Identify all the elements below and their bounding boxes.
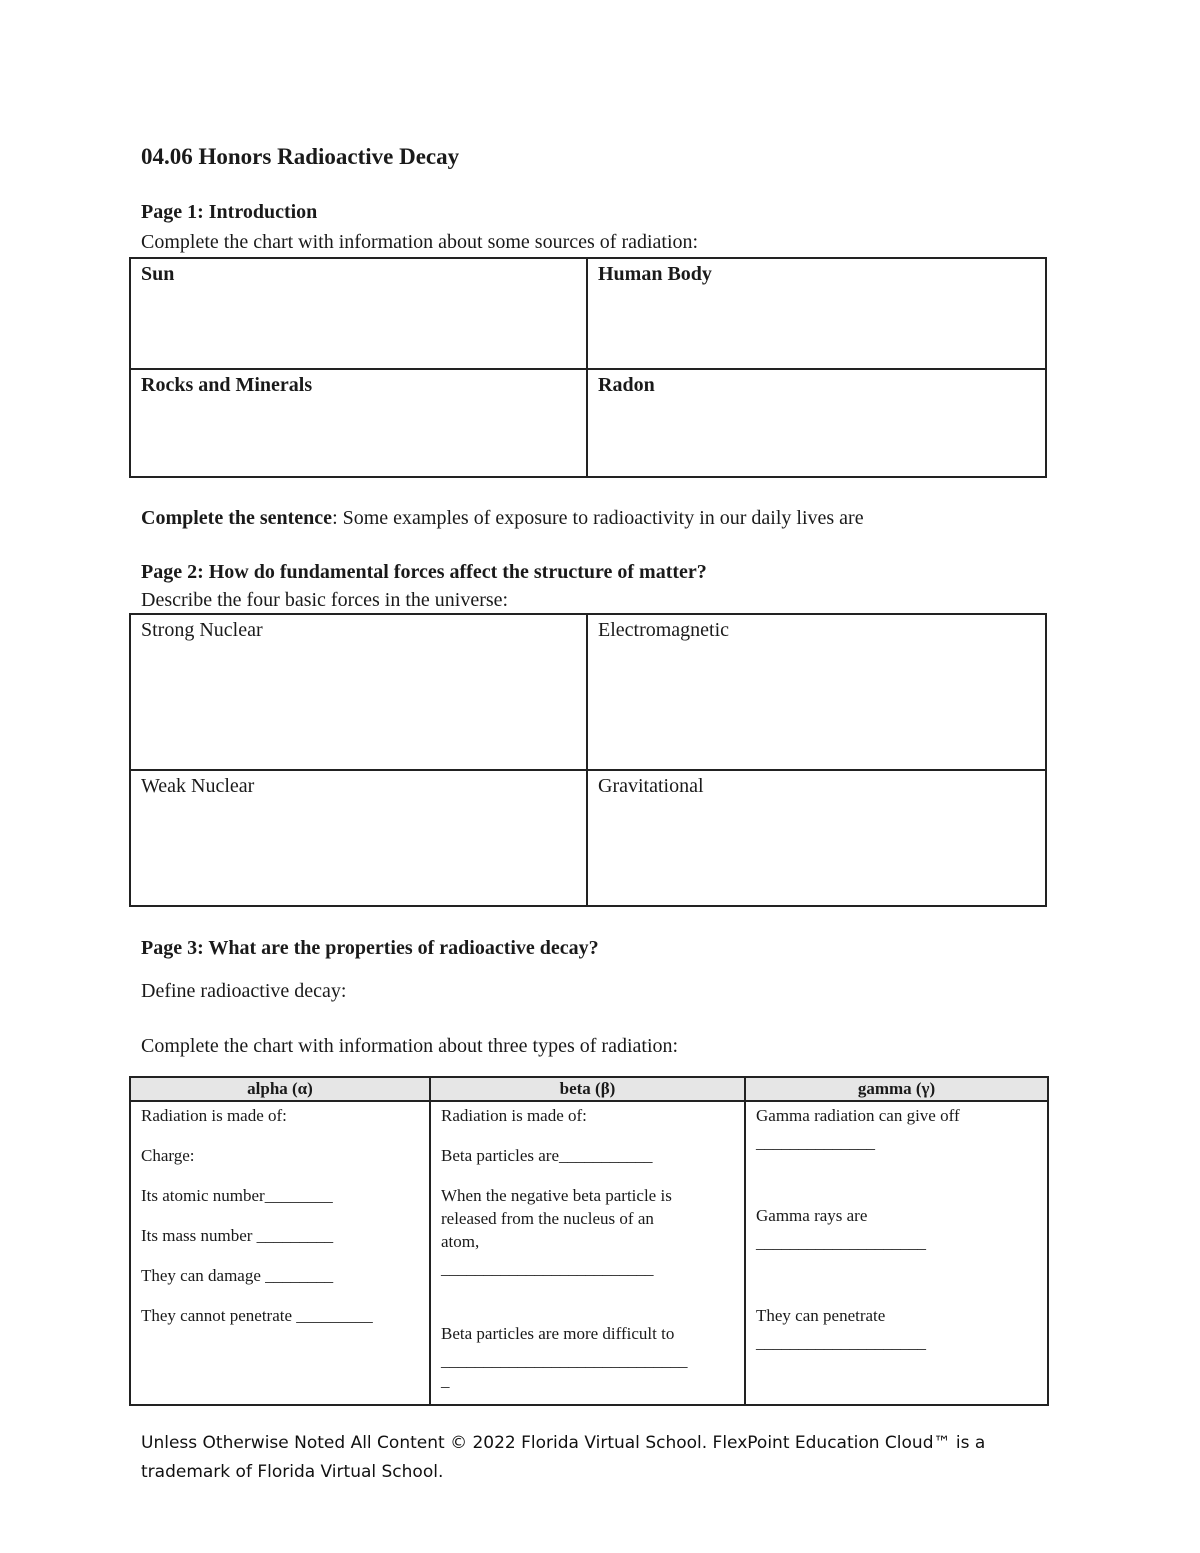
beta-line: Radiation is made of: — [441, 1106, 587, 1125]
alpha-line: Charge: — [141, 1146, 195, 1165]
cell-weak-nuclear: Weak Nuclear — [131, 771, 588, 905]
gamma-line: Gamma rays are — [756, 1206, 868, 1225]
beta-column — [430, 1101, 745, 1405]
beta-line: Beta particles are___________ — [441, 1146, 653, 1165]
page1-instruction: Complete the chart with information about some sources of radiation: — [141, 231, 699, 253]
cell-rocks-minerals: Rocks and Minerals — [131, 370, 588, 476]
gamma-line: ____________________ — [756, 1333, 926, 1352]
header-beta: beta (β) — [430, 1077, 745, 1101]
page2-heading: Page 2: How do fundamental forces affect the structure of matter? — [141, 561, 707, 583]
gamma-line: ______________ — [756, 1133, 875, 1152]
beta-line: released from the nucleus of an — [441, 1209, 654, 1228]
beta-line: _________________________ — [441, 1259, 654, 1278]
sentence-text: : Some examples of exposure to radioactivity in our daily lives are — [332, 507, 864, 529]
page3-heading: Page 3: What are the properties of radioactive decay? — [141, 937, 599, 959]
radiation-sources-chart — [129, 257, 1047, 478]
alpha-line: They cannot penetrate _________ — [141, 1306, 373, 1325]
complete-sentence — [141, 507, 864, 530]
define-prompt: Define radioactive decay: — [141, 980, 347, 1002]
beta-line: _____________________________ — [441, 1351, 688, 1370]
alpha-line: They can damage ________ — [141, 1266, 334, 1285]
radiation-types-chart — [129, 1076, 1049, 1406]
gamma-column — [745, 1101, 1048, 1405]
cell-gravitational: Gravitational — [598, 775, 704, 797]
gamma-line: ____________________ — [756, 1233, 926, 1252]
beta-line: _ — [441, 1371, 450, 1390]
cell-strong-nuclear: Strong Nuclear — [131, 615, 588, 771]
page2-instruction: Describe the four basic forces in the universe: — [141, 589, 509, 611]
beta-line: When the negative beta particle is — [441, 1186, 672, 1205]
header-gamma: gamma (γ) — [745, 1077, 1048, 1101]
alpha-column — [130, 1101, 430, 1405]
copyright-footer: Unless Otherwise Noted All Content © 2022 Florida Virtual School. FlexPoint Education Cloud™ is a trademark of Florida Virtual School. — [141, 1433, 986, 1482]
alpha-line: Its atomic number________ — [141, 1186, 333, 1205]
document-title: 04.06 Honors Radioactive Decay — [141, 144, 460, 169]
cell-sun: Sun — [131, 259, 588, 370]
gamma-line: Gamma radiation can give off — [756, 1106, 960, 1125]
beta-line: Beta particles are more difficult to — [441, 1324, 675, 1343]
forces-chart — [129, 613, 1047, 907]
beta-line: atom, — [441, 1232, 480, 1251]
alpha-line: Its mass number _________ — [141, 1226, 334, 1245]
page3-instruction: Complete the chart with information about three types of radiation: — [141, 1035, 679, 1057]
alpha-line: Radiation is made of: — [141, 1106, 287, 1125]
cell-human-body: Human Body — [588, 259, 1045, 370]
sentence-label: Complete the sentence — [141, 507, 333, 529]
page1-heading: Page 1: Introduction — [141, 201, 318, 223]
cell-radon: Radon — [598, 374, 655, 396]
header-alpha: alpha (α) — [130, 1077, 430, 1101]
gamma-line: They can penetrate — [756, 1306, 886, 1325]
cell-electromagnetic: Electromagnetic — [588, 615, 1045, 771]
